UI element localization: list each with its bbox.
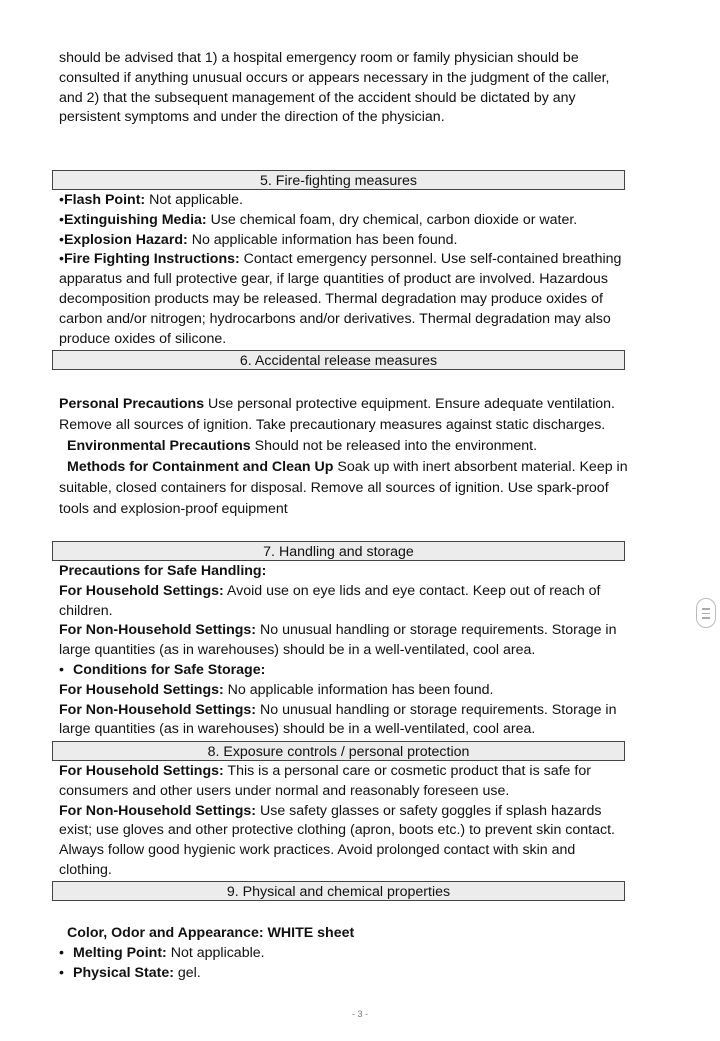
bullet: • — [59, 661, 64, 678]
item-label: For Non-Household Settings: — [59, 622, 257, 639]
item-label: For Non-Household Settings: — [59, 802, 257, 819]
list-item — [59, 211, 629, 231]
bullet: • — [59, 192, 64, 208]
item-text: Not applicable. — [145, 192, 243, 208]
section-8-header — [52, 741, 625, 761]
item-text: Use personal protective equipment. Ensure adequate ventilation. Remove all sources of ignition. Take precautionary measures against static discharges. — [59, 396, 615, 433]
item-text: Use chemical foam, dry chemical, carbon dioxide or water. — [206, 211, 578, 228]
page-number: - 3 - — [351, 1009, 368, 1019]
section-5-header — [52, 170, 625, 190]
item-label: Explosion Hazard: — [63, 231, 188, 248]
item-text: No unusual handling or storage requirements. Storage in large quantities (as in warehouses) should be in a well-ventilated, cool area. — [59, 701, 617, 738]
list-item — [59, 191, 629, 211]
item-label: Physical State: — [73, 964, 174, 981]
item-label: Extinguishing Media: — [63, 211, 207, 228]
section-7-header — [52, 541, 625, 561]
item-text: No applicable information has been found. — [223, 681, 494, 698]
item-text: No unusual handling or storage requirements. Storage in large quantities (as in warehouses) should be in a well-ventilated, cool area. — [59, 622, 617, 659]
bullet: • — [59, 211, 64, 228]
bullet: • — [59, 231, 64, 248]
non-household-settings — [59, 621, 629, 661]
item-text: This is a personal care or cosmetic product that is safe for consumers and other users under normal and reasonably foreseen use. — [59, 763, 591, 799]
item-label: Personal Precautions — [59, 396, 205, 412]
item-label: Melting Point: — [73, 944, 167, 961]
section-8-title: 8. Exposure controls / personal protection — [207, 744, 470, 760]
item-label: Fire Fighting Instructions: — [63, 251, 240, 268]
bullet: • — [59, 944, 64, 961]
non-household-settings — [59, 701, 629, 741]
item-text: Use safety glasses or safety goggles if splash hazards exist; use gloves and other protective clothing (apron, boots etc.) to prevent skin contact. Always follow good hygienic work practices. Avoid prolonged contact with skin and clothing. — [59, 802, 615, 878]
precautions-heading — [59, 562, 629, 582]
item-label: For Household Settings: — [59, 582, 224, 599]
intro-paragraph — [59, 49, 629, 128]
section-9-header — [52, 881, 625, 901]
section-6-body — [59, 394, 629, 520]
section-6-header — [52, 350, 625, 370]
item-label: For Non-Household Settings: — [59, 701, 257, 718]
section-9-body — [59, 924, 629, 983]
environmental-precautions — [59, 436, 629, 457]
personal-precautions — [59, 394, 629, 436]
section-8-body — [59, 762, 629, 881]
item-text: gel. — [173, 964, 201, 981]
list-item — [59, 944, 629, 964]
section-7-title: 7. Handling and storage — [263, 544, 414, 560]
item-text: Avoid use on eye lids and eye contact. Keep out of reach of children. — [59, 582, 601, 619]
household-settings — [59, 762, 629, 802]
section-5-title: 5. Fire-fighting measures — [260, 173, 417, 189]
item-text: Should not be released into the environment. — [250, 438, 538, 454]
floating-menu-icon[interactable] — [696, 598, 716, 628]
item-label: For Household Settings: — [59, 681, 224, 698]
household-settings — [59, 681, 629, 701]
section-5-body — [59, 191, 629, 349]
containment-methods — [59, 457, 629, 520]
item-label: Environmental Precautions — [67, 438, 251, 454]
item-text: Contact emergency personnel. Use self-contained breathing apparatus and full protective gear, if large quantities of product are involved. Hazardous decomposition products may be released. Thermal degradation may produce oxides of carbon and/or nitrogen; hydrocarbons and/or derivatives. Thermal degradation may also produce oxides of silicone. — [59, 251, 622, 347]
item-text: No applicable information has been found. — [187, 231, 458, 248]
household-settings — [59, 582, 629, 622]
list-item — [59, 964, 629, 984]
item-text: Not applicable. — [166, 944, 265, 961]
list-item — [59, 231, 629, 251]
list-item — [59, 250, 629, 349]
section-6-title: 6. Accidental release measures — [239, 353, 438, 369]
section-9-title: 9. Physical and chemical properties — [226, 884, 451, 900]
bullet: • — [59, 964, 64, 981]
bullet: • — [59, 251, 64, 268]
storage-heading — [59, 661, 629, 681]
item-label: Color, Odor and Appearance: WHITE sheet — [67, 925, 355, 941]
item-label: Methods for Containment and Clean Up — [67, 459, 334, 475]
color-odor-appearance — [59, 924, 629, 944]
intro-text: should be advised that 1) a hospital emergency room or family physician should be consulted if anything unusual occurs or appears necessary in the judgment of the caller, and 2) that the subsequent management of the accident should be dictated by any persistent symptoms and under the direction of the physician. — [59, 50, 610, 126]
item-text: Soak up with inert absorbent material. Keep in suitable, closed containers for disposal. Remove all sources of ignition. Use spark-proof tools and explosion-proof equipment — [59, 459, 628, 517]
item-label: Flash Point: — [63, 192, 146, 208]
non-household-settings — [59, 802, 629, 881]
item-label: Precautions for Safe Handling: — [59, 563, 267, 579]
section-7-body — [59, 562, 629, 740]
item-label: For Household Settings: — [59, 763, 224, 779]
item-label: Conditions for Safe Storage: — [73, 661, 266, 678]
